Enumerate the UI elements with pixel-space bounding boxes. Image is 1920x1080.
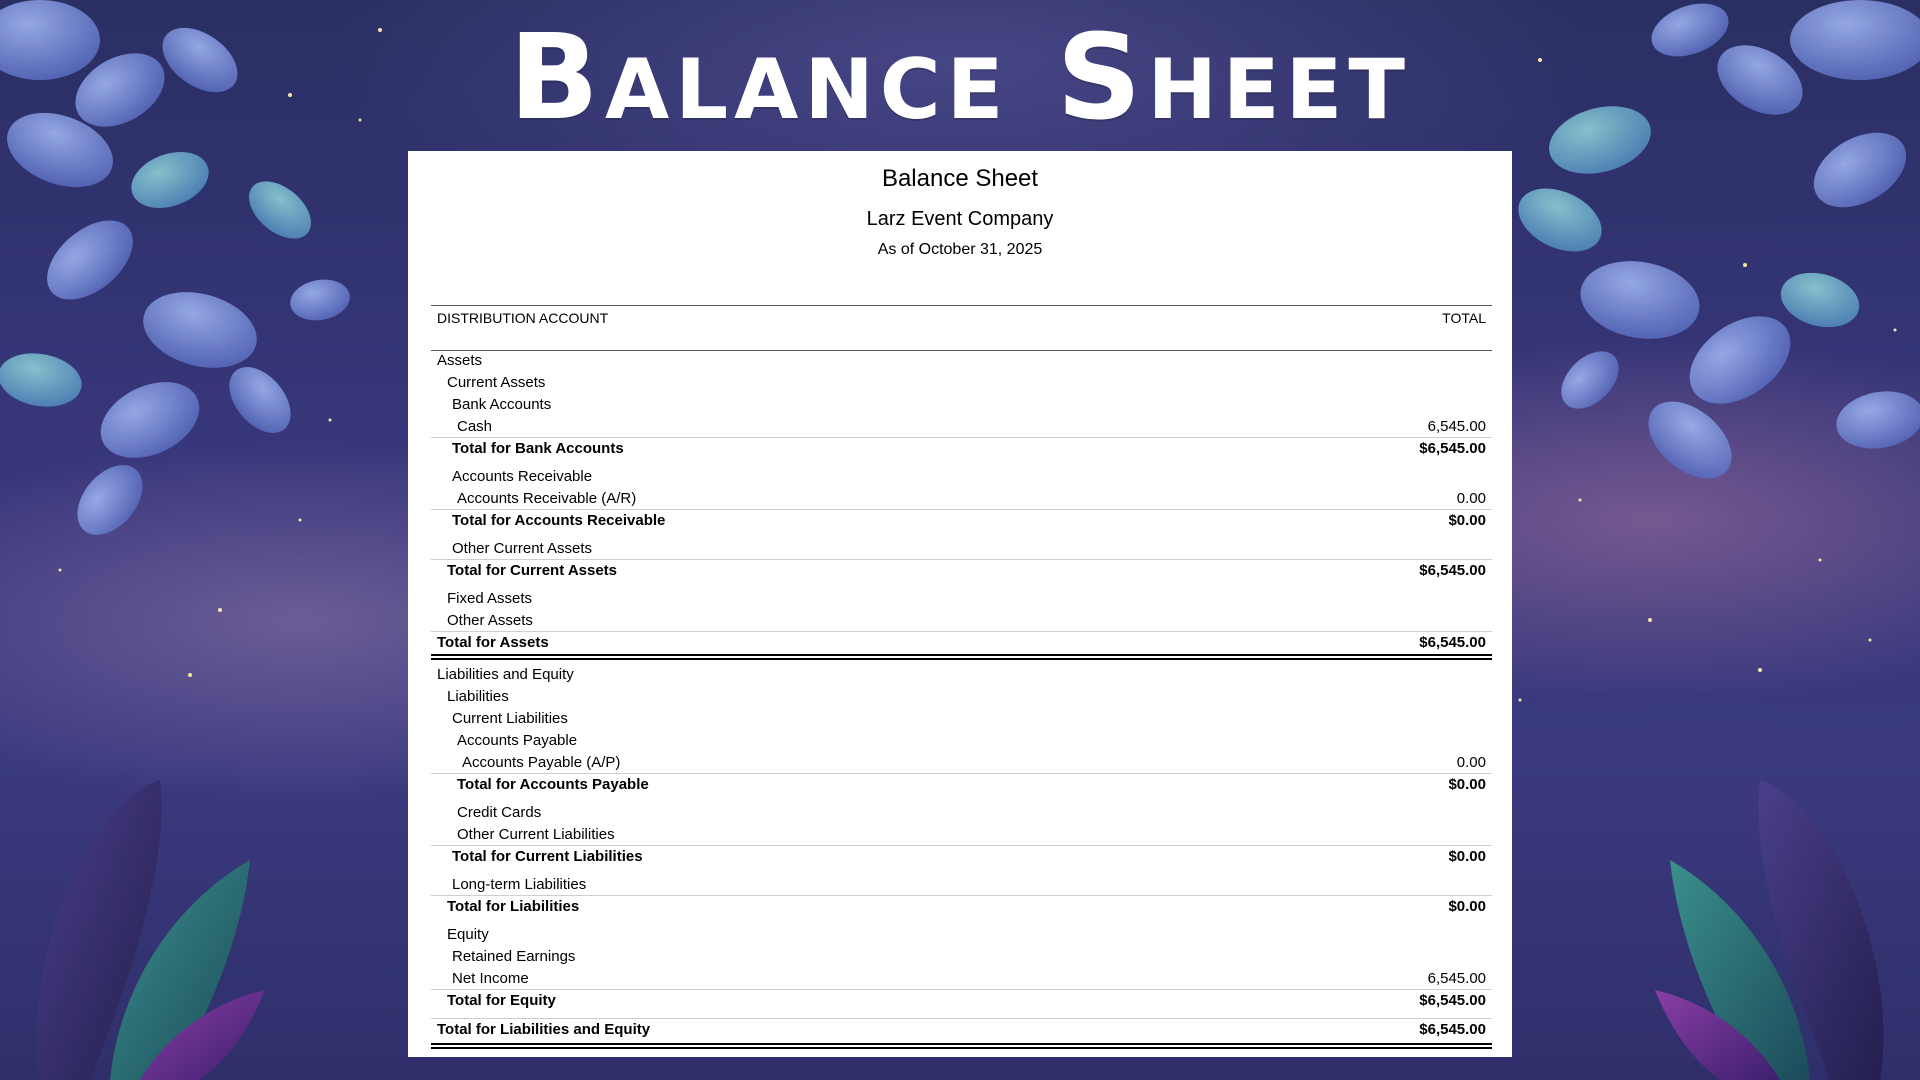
row-total-bank-accounts xyxy=(431,437,1492,460)
row-amount: $0.00 xyxy=(1448,848,1486,865)
row-equity xyxy=(431,923,1492,945)
row-amount: 6,545.00 xyxy=(1427,970,1486,987)
double-rule xyxy=(431,1043,1492,1049)
row-current-liabilities xyxy=(431,707,1492,729)
row-label: Current Assets xyxy=(447,374,546,391)
row-label: Total for Current Assets xyxy=(447,562,618,579)
double-rule xyxy=(431,654,1492,660)
row-accounts-payable-ap xyxy=(431,751,1492,773)
row-label: Long-term Liabilities xyxy=(452,876,587,893)
balance-sheet-report xyxy=(408,151,1512,1057)
column-account-header: DISTRIBUTION ACCOUNT xyxy=(437,310,609,326)
row-total-current-liabilities xyxy=(431,845,1492,868)
row-amount: 6,545.00 xyxy=(1427,418,1486,435)
row-fixed-assets xyxy=(431,587,1492,609)
row-label: Current Liabilities xyxy=(452,710,568,727)
row-amount: $6,545.00 xyxy=(1419,992,1486,1009)
row-amount: $6,545.00 xyxy=(1419,440,1486,457)
row-liabilities-and-equity xyxy=(431,663,1492,685)
row-liabilities xyxy=(431,685,1492,707)
row-total-accounts-payable xyxy=(431,773,1492,796)
row-total-liabilities xyxy=(431,895,1492,918)
row-label: Total for Liabilities and Equity xyxy=(437,1021,651,1038)
row-label: Credit Cards xyxy=(457,804,542,821)
slide-headline: Balance Sheet xyxy=(509,8,1411,146)
report-title: Balance Sheet xyxy=(881,165,1039,192)
row-amount: $0.00 xyxy=(1448,776,1486,793)
row-accounts-receivable-ar xyxy=(431,487,1492,509)
report-date: As of October 31, 2025 xyxy=(877,241,1043,258)
row-label: Total for Bank Accounts xyxy=(452,440,624,457)
row-label: Accounts Receivable xyxy=(452,468,593,485)
row-label: Total for Equity xyxy=(447,992,556,1009)
row-amount: $6,545.00 xyxy=(1419,1021,1486,1038)
row-label: Accounts Receivable (A/R) xyxy=(457,490,637,507)
row-other-assets xyxy=(431,609,1492,631)
row-label: Total for Assets xyxy=(437,634,549,651)
row-label: Equity xyxy=(447,926,489,943)
row-total-accounts-receivable xyxy=(431,509,1492,532)
row-bank-accounts xyxy=(431,393,1492,415)
row-current-assets xyxy=(431,371,1492,393)
row-label: Accounts Payable xyxy=(457,732,578,749)
row-accounts-receivable xyxy=(431,465,1492,487)
column-header xyxy=(431,305,1492,351)
row-amount: 0.00 xyxy=(1456,490,1486,507)
row-label: Total for Accounts Receivable xyxy=(452,512,666,529)
row-label: Bank Accounts xyxy=(452,396,552,413)
row-other-current-liabilities xyxy=(431,823,1492,845)
row-long-term-liabilities xyxy=(431,873,1492,895)
row-label: Fixed Assets xyxy=(447,590,533,607)
row-amount: $6,545.00 xyxy=(1419,562,1486,579)
row-amount: $6,545.00 xyxy=(1419,634,1486,651)
row-other-current-assets xyxy=(431,537,1492,559)
row-credit-cards xyxy=(431,801,1492,823)
row-label: Total for Accounts Payable xyxy=(457,776,649,793)
row-amount: $0.00 xyxy=(1448,898,1486,915)
row-label: Total for Liabilities xyxy=(447,898,580,915)
row-total-equity xyxy=(431,989,1492,1012)
row-label: Retained Earnings xyxy=(452,948,576,965)
row-label: Liabilities and Equity xyxy=(437,666,574,683)
column-total-header: TOTAL xyxy=(1442,310,1486,326)
row-total-current-assets xyxy=(431,559,1492,582)
row-total-assets xyxy=(431,631,1492,654)
row-label: Net Income xyxy=(452,970,529,987)
row-amount: $0.00 xyxy=(1448,512,1486,529)
row-accounts-payable xyxy=(431,729,1492,751)
row-label: Other Assets xyxy=(447,612,533,629)
row-label: Accounts Payable (A/P) xyxy=(462,754,621,771)
row-label: Cash xyxy=(457,418,493,435)
row-label: Other Current Liabilities xyxy=(457,826,615,843)
row-retained-earnings xyxy=(431,945,1492,967)
row-label: Other Current Assets xyxy=(452,540,593,557)
row-net-income xyxy=(431,967,1492,989)
row-assets xyxy=(431,349,1492,371)
report-company: Larz Event Company xyxy=(866,208,1054,230)
row-total-liabilities-and-equity xyxy=(431,1018,1492,1041)
row-label: Total for Current Liabilities xyxy=(452,848,643,865)
row-cash xyxy=(431,415,1492,437)
row-label: Liabilities xyxy=(447,688,509,705)
row-amount: 0.00 xyxy=(1456,754,1486,771)
row-label: Assets xyxy=(437,352,483,369)
